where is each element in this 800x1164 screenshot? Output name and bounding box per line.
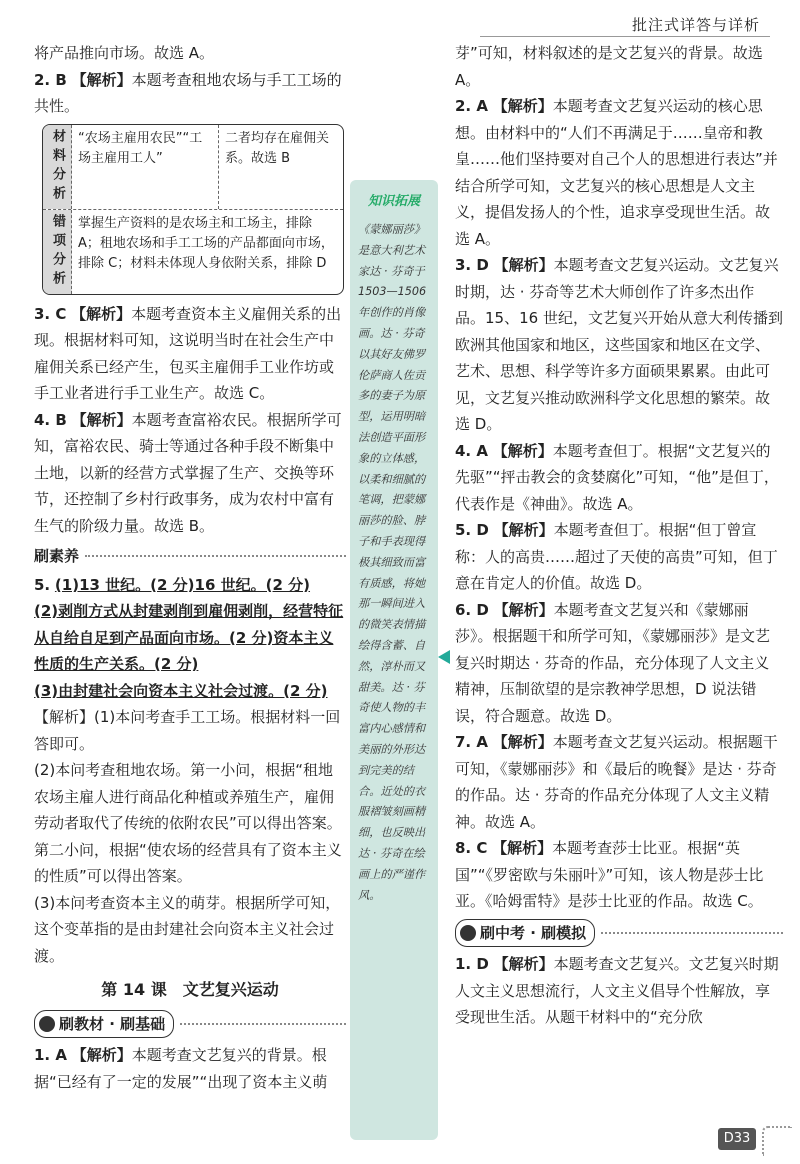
knowledge-sidebar [350,180,438,1140]
analysis-tag: 【解析】 [71,1046,132,1064]
row-label: 错项分析 [43,210,72,294]
answer-number: 6. D [455,600,489,619]
brush-icon [39,1016,55,1032]
lesson-title: 第 14 课 文艺复兴运动 [101,980,279,999]
analysis-tag: 【解析】 [492,839,553,857]
answer-4-left [34,407,346,540]
analysis-tag: 【解析】 [71,304,132,323]
answer-text: 本题考查莎士比亚。根据“英国”“《罗密欧与朱丽叶》”可知，该人物是莎士比亚。《哈姆雷特》是莎士比亚的作品。故选 C。 [455,839,764,910]
answer-text: 本题考查资本主义雇佣关系的出现。根据材料可知，这说明当时在社会生产中雇佣关系已经产生，包买主雇佣手工业作坊或手工业者进行手工业生产。故选 C。 [34,304,342,402]
pill-label: 刷教材 · 刷基础 [59,1014,166,1033]
answer-text: 本题考查富裕农民。根据所学可知，富裕农民、骑士等通过各种手段不断集中土地，以新的经营方式掌握了生产、交换等环节，还控制了乡村行政事务，成为农村中富有生气的阶级力量。故选 B。 [34,410,342,535]
analysis-tag: 【解析】 [71,410,132,429]
pointer-arrow-icon [438,650,450,664]
answer-text: 本题考查但丁。根据“但丁曾宣称：人的高贵……超过了天使的高贵”可知，但丁意在肯定人的价值。故选 D。 [455,521,778,592]
answer-text: 本题考查但丁。根据“文艺复兴的先驱”“抨击教会的贪婪腐化”可知，“他”是但丁，代表作是《神曲》。故选 A。 [455,441,779,513]
analysis-tag: 【解析】 [493,600,554,619]
table-row [43,125,343,209]
analysis-tag: 【解析】 [493,256,554,274]
header-rule [480,36,770,37]
explanation-3: (3)本问考查资本主义的萌芽。根据所学可知，这个变革指的是由封建社会向资本主义社会过渡。 [34,893,341,965]
section-jiaocai [34,1010,346,1039]
answer-2-left [34,67,346,120]
sidebar-title: 知识拓展 [367,194,420,209]
answer-3-right [455,252,783,438]
right-top-paragraph: 芽”可知，材料叙述的是文艺复兴的背景。故选 A。 [455,44,763,89]
right-column [455,40,783,1031]
answer-text: 本题考查租地农场与手工工场的共性。 [34,70,342,115]
explanation-2: (2)本问考查租地农场。第一小问，根据“租地农场主雇人进行商品化种植或养殖生产，雇佣劳动者取代了传统的依附农民”可以得出答案。第二小问，根据“使农场的经营具有了资本主义的性质”可以得出答案。 [34,761,342,885]
answer-6-right [455,597,783,730]
table-cell: 二者均存在雇佣关系。故选 B [218,125,343,209]
corner-decoration [762,1126,792,1156]
table-row [43,209,343,294]
table-cell: “农场主雇用农民”“工场主雇用工人” [78,130,203,166]
answer-5-right [455,517,783,597]
explanation-1: 【解析】(1)本问考查手工工场。根据材料一回答即可。 [34,708,341,753]
section-pill [34,1010,174,1039]
answer-number: 2. A [455,97,488,115]
pill-label: 刷中考 · 刷模拟 [480,923,587,942]
answer-text: 本题考查文艺复兴。文艺复兴时期人文主义思想流行，人文主义倡导个性解放，享受现世生活。从题干材料中的“充分欣 [455,955,779,1026]
answer-5 [34,572,346,599]
analysis-tag: 【解析】 [493,955,554,973]
answer-1-left [34,1042,346,1095]
answer-4-right [455,438,783,518]
section-divider [180,1023,346,1025]
answer-number: 7. A [455,733,488,751]
answer-number: 5. D [455,521,489,539]
answer-number: 1. D [455,955,489,973]
answer-text: 本题考查文艺复兴运动的核心思想。由材料中的“人们不再满足于……皇帝和教皇……他们坚持要对自己个人的思想进行表达”并结合所学可知，文艺复兴的核心思想是人文主义，提倡发扬人的个性，追求享受现世生活。故选 A。 [455,97,778,248]
section-divider [85,555,346,557]
analysis-tag: 【解析】 [71,70,132,89]
answer-number: 4. B [34,410,67,429]
answer-part-3: (3)由封建社会向资本主义社会过渡。(2 分) [34,681,328,700]
answer-part-2: (2)剥削方式从封建剥削到雇佣剥削，经营特征从自给自足到产品面向市场。(2 分)资本主义性质的生产关系。(2 分) [34,602,344,673]
answer-mock-1 [455,951,783,1031]
answer-text: 本题考查文艺复兴运动。文艺复兴时期，达 · 芬奇等艺术大师创作了许多杰出作品。15、16 世纪，文艺复兴开始从意大利传播到欧洲其他国家和地区，这些国家和地区在文学、艺术、思想、科学等许多方面硕果累累。由此可见，文艺复兴推动欧洲科学文化思想的繁荣。故选 D。 [455,256,783,433]
page-header [0,0,800,40]
section-divider [601,932,783,934]
answer-number: 2. B [34,70,67,89]
answer-8-right [455,835,783,915]
section-pill [455,919,595,948]
analysis-table [42,124,344,295]
answer-part-1: (1)13 世纪。(2 分)16 世纪。(2 分) [54,575,311,594]
answer-3-left [34,301,346,407]
sidebar-body: 《蒙娜丽莎》是意大利艺术家达 · 芬奇于 1503—1506 年创作的肖像画。达 · 芬奇以其好友佛罗伦萨商人佐贡多的妻子为原型，运用明暗法创造平面形象的立体感，以柔和细腻的笔调，把蒙娜丽莎的脸、脖子和手表现得极其细致而富有质感，将她那一瞬间进入的微笑表情描绘得含蓄、自然，淳朴而又甜美。达 · 芬奇使人物的丰富内心感情和美丽的外形达到完美的结合。近处的衣服褶皱刻画精细，也反映出达 · 芬奇在绘画上的严谨作风。 [358,223,427,902]
answer-7-right [455,729,783,835]
answer-number: 3. C [34,304,67,323]
answer-text: 本题考查文艺复兴和《蒙娜丽莎》。根据题干和所学可知，《蒙娜丽莎》是文艺复兴时期达 · 芬奇的作品，充分体现了人文主义精神，压制欲望的是宗教神学思想，D 说法错误，符合题意。故选 D。 [455,600,771,725]
analysis-tag: 【解析】 [492,97,553,115]
section-zhongkao [455,919,783,948]
row-label: 材料分析 [43,125,72,209]
left-top-paragraph: 将产品推向市场。故选 A。 [34,44,215,62]
section-suyang [34,543,346,570]
answer-number: 1. A [34,1046,67,1064]
answer-2-right [455,93,783,252]
header-title: 批注式详答与详析 [631,16,760,34]
answer-number: 4. A [455,441,488,460]
answer-number: 5. [34,575,51,594]
analysis-tag: 【解析】 [493,521,554,539]
section-label: 刷素养 [34,547,80,565]
left-column [34,40,346,1095]
analysis-tag: 【解析】 [492,441,553,460]
page-number: D33 [718,1128,756,1150]
answer-text: 本题考查文艺复兴运动。根据题干可知，《蒙娜丽莎》和《最后的晚餐》是达 · 芬奇的作品。达 · 芬奇的作品充分体现了人文主义精神。故选 A。 [455,733,778,831]
answer-text: 本题考查文艺复兴的背景。根据“已经有了一定的发展”“出现了资本主义萌 [34,1046,328,1091]
table-cell: 掌握生产资料的是农场主和工场主，排除 A；租地农场和手工工场的产品都面向市场，排除 C；材料未体现人身依附关系，排除 D [78,215,334,271]
brush-icon [460,925,476,941]
analysis-tag: 【解析】 [492,733,553,751]
answer-number: 3. D [455,256,489,274]
answer-number: 8. C [455,839,488,857]
